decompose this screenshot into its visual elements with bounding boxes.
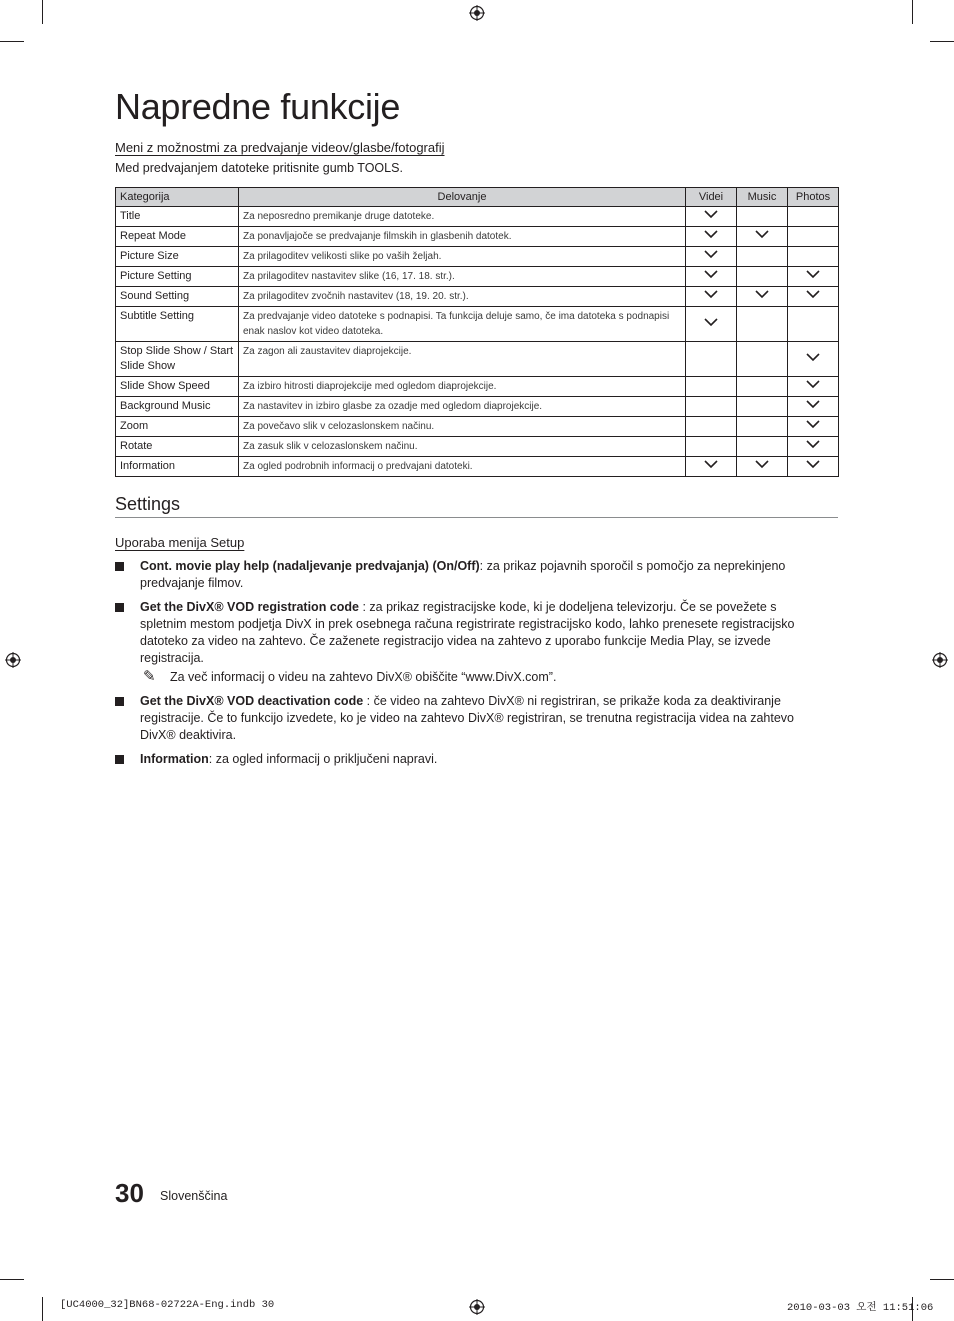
- music-support-cell: [737, 207, 788, 227]
- table-row: [116, 437, 839, 457]
- list-item: [115, 693, 815, 744]
- options-table: [115, 187, 839, 477]
- crop-mark: [42, 0, 43, 24]
- column-header: Videi: [686, 188, 737, 207]
- category-cell: Picture Size: [116, 247, 239, 267]
- registration-mark-icon: [469, 5, 485, 21]
- video-support-cell: [686, 437, 737, 457]
- category-cell: Information: [116, 457, 239, 477]
- description-cell: Za povečavo slik v celozaslonskem načinu.: [239, 417, 686, 437]
- category-cell: Stop Slide Show / Start Slide Show: [116, 342, 239, 377]
- table-row: [116, 307, 839, 342]
- video-support-cell: [686, 417, 737, 437]
- item-term: Cont. movie play help (nadaljevanje predvajanja) (On/Off): [140, 559, 480, 573]
- footer-timestamp: 2010-03-03 오전 11:51:06: [787, 1302, 934, 1314]
- video-support-cell: [686, 342, 737, 377]
- category-cell: Picture Setting: [116, 267, 239, 287]
- photos-support-cell: [788, 307, 839, 342]
- check-mark-icon: [755, 230, 769, 242]
- crop-mark: [42, 1297, 43, 1321]
- settings-heading: Settings: [115, 494, 181, 514]
- column-header: Photos: [788, 188, 839, 207]
- pencil-note-icon: ✎: [143, 668, 156, 685]
- setup-subheading: Uporaba menija Setup: [115, 535, 245, 550]
- description-cell: Za ogled podrobnih informacij o predvajani datoteki.: [239, 457, 686, 477]
- check-mark-icon: [806, 460, 820, 472]
- settings-divider: [115, 517, 838, 518]
- category-cell: Sound Setting: [116, 287, 239, 307]
- intro-suffix: .: [399, 161, 403, 175]
- page-language: Slovenščina: [160, 1189, 228, 1203]
- category-cell: Subtitle Setting: [116, 307, 239, 342]
- video-support-cell: [686, 247, 737, 267]
- photos-support-cell: [788, 457, 839, 477]
- check-mark-icon: [704, 270, 718, 282]
- category-cell: Slide Show Speed: [116, 377, 239, 397]
- check-mark-icon: [755, 460, 769, 472]
- crop-mark: [0, 41, 24, 42]
- registration-mark-icon: [469, 1299, 485, 1315]
- crop-mark: [912, 0, 913, 24]
- check-mark-icon: [704, 460, 718, 472]
- tools-key: TOOLS: [357, 161, 400, 175]
- table-row: [116, 457, 839, 477]
- description-cell: Za zagon ali zaustavitev diaprojekcije.: [239, 342, 686, 377]
- crop-mark: [930, 41, 954, 42]
- check-mark-icon: [806, 270, 820, 282]
- square-bullet-icon: [115, 603, 124, 612]
- check-mark-icon: [806, 440, 820, 452]
- list-item: [115, 558, 815, 592]
- music-support-cell: [737, 287, 788, 307]
- description-cell: Za prilagoditev velikosti slike po vaših željah.: [239, 247, 686, 267]
- table-row: [116, 207, 839, 227]
- item-term: Get the DivX® VOD registration code: [140, 600, 359, 614]
- page-number: 30: [115, 1178, 144, 1208]
- item-text: : za prikaz pojavnih sporočil s pomočjo za neprekinjeno predvajanje filmov.: [140, 559, 786, 590]
- photos-support-cell: [788, 207, 839, 227]
- video-support-cell: [686, 397, 737, 417]
- registration-mark-icon: [932, 652, 948, 668]
- table-row: [116, 227, 839, 247]
- options-menu-intro: [115, 161, 403, 175]
- check-mark-icon: [704, 210, 718, 222]
- item-term: Information: [140, 752, 209, 766]
- check-mark-icon: [806, 420, 820, 432]
- table-row: [116, 267, 839, 287]
- check-mark-icon: [806, 380, 820, 392]
- column-header: Music: [737, 188, 788, 207]
- check-mark-icon: [704, 290, 718, 302]
- note-text: Za več informacij o videu na zahtevo DivX® obiščite “www.DivX.com”.: [170, 670, 557, 684]
- photos-support-cell: [788, 417, 839, 437]
- square-bullet-icon: [115, 697, 124, 706]
- category-cell: Zoom: [116, 417, 239, 437]
- music-support-cell: [737, 247, 788, 267]
- intro-text: Med predvajanjem datoteke pritisnite gumb: [115, 161, 358, 175]
- check-mark-icon: [806, 400, 820, 412]
- description-cell: Za neposredno premikanje druge datoteke.: [239, 207, 686, 227]
- photos-support-cell: [788, 437, 839, 457]
- video-support-cell: [686, 377, 737, 397]
- check-mark-icon: [755, 290, 769, 302]
- music-support-cell: [737, 307, 788, 342]
- footer-file-info: [UC4000_32]BN68-02722A-Eng.indb 30: [60, 1299, 275, 1311]
- item-text: : za prikaz registracijske kode, ki je dodeljena televizorju. Če se povežete s spletnim mestom podjetja DivX in prek osebnega računa registrirate registracijsko kodo, lahko prenesete registracijsko datoteko za video na zahtevo. Če zaženete registracijo videa na zahtevo z uporabo funkcije Media Play, se izvede registracija.: [140, 600, 795, 665]
- music-support-cell: [737, 377, 788, 397]
- table-row: [116, 377, 839, 397]
- options-menu-heading: Meni z možnostmi za predvajanje videov/glasbe/fotografij: [115, 140, 445, 155]
- column-header: Kategorija: [116, 188, 239, 207]
- photos-support-cell: [788, 342, 839, 377]
- note: [140, 669, 815, 686]
- description-cell: Za zasuk slik v celozaslonskem načinu.: [239, 437, 686, 457]
- music-support-cell: [737, 417, 788, 437]
- table-row: [116, 397, 839, 417]
- video-support-cell: [686, 207, 737, 227]
- music-support-cell: [737, 227, 788, 247]
- music-support-cell: [737, 457, 788, 477]
- description-cell: Za predvajanje video datoteke s podnapisi. Ta funkcija deluje samo, če ima datoteka s podnapisi enak naslov kot video datoteka.: [239, 307, 686, 342]
- music-support-cell: [737, 437, 788, 457]
- photos-support-cell: [788, 247, 839, 267]
- registration-mark-icon: [5, 652, 21, 668]
- photos-support-cell: [788, 287, 839, 307]
- photos-support-cell: [788, 377, 839, 397]
- video-support-cell: [686, 227, 737, 247]
- check-mark-icon: [806, 353, 820, 365]
- description-cell: Za prilagoditev zvočnih nastavitev (18, 19. 20. str.).: [239, 287, 686, 307]
- video-support-cell: [686, 267, 737, 287]
- check-mark-icon: [806, 290, 820, 302]
- description-cell: Za prilagoditev nastavitev slike (16, 17. 18. str.).: [239, 267, 686, 287]
- list-item: [115, 751, 815, 768]
- photos-support-cell: [788, 267, 839, 287]
- category-cell: Background Music: [116, 397, 239, 417]
- check-mark-icon: [704, 318, 718, 330]
- category-cell: Rotate: [116, 437, 239, 457]
- description-cell: Za ponavljajoče se predvajanje filmskih in glasbenih datotek.: [239, 227, 686, 247]
- music-support-cell: [737, 267, 788, 287]
- video-support-cell: [686, 287, 737, 307]
- check-mark-icon: [704, 250, 718, 262]
- photos-support-cell: [788, 397, 839, 417]
- video-support-cell: [686, 457, 737, 477]
- page-title: Napredne funkcije: [115, 86, 401, 127]
- video-support-cell: [686, 307, 737, 342]
- table-header-row: [116, 188, 839, 207]
- category-cell: Title: [116, 207, 239, 227]
- table-row: [116, 342, 839, 377]
- category-cell: Repeat Mode: [116, 227, 239, 247]
- photos-support-cell: [788, 227, 839, 247]
- description-cell: Za nastavitev in izbiro glasbe za ozadje med ogledom diaprojekcije.: [239, 397, 686, 417]
- column-header: Delovanje: [239, 188, 686, 207]
- table-row: [116, 287, 839, 307]
- music-support-cell: [737, 397, 788, 417]
- item-text: : za ogled informacij o priključeni napravi.: [208, 752, 438, 766]
- music-support-cell: [737, 342, 788, 377]
- table-row: [116, 417, 839, 437]
- list-item: [115, 599, 815, 686]
- settings-list: [115, 558, 815, 775]
- square-bullet-icon: [115, 755, 124, 764]
- crop-mark: [930, 1279, 954, 1280]
- item-term: Get the DivX® VOD deactivation code: [140, 694, 364, 708]
- square-bullet-icon: [115, 562, 124, 571]
- table-row: [116, 247, 839, 267]
- description-cell: Za izbiro hitrosti diaprojekcije med ogledom diaprojekcije.: [239, 377, 686, 397]
- item-text: : če video na zahtevo DivX® ni registriran, se prikaže koda za deaktiviranje registracije. Če to funkcijo izvedete, ko je video na zahtevo DivX® registriran, se trenutna registracija videa na zahtevo DivX® deaktivira.: [140, 694, 794, 742]
- crop-mark: [0, 1279, 24, 1280]
- check-mark-icon: [704, 230, 718, 242]
